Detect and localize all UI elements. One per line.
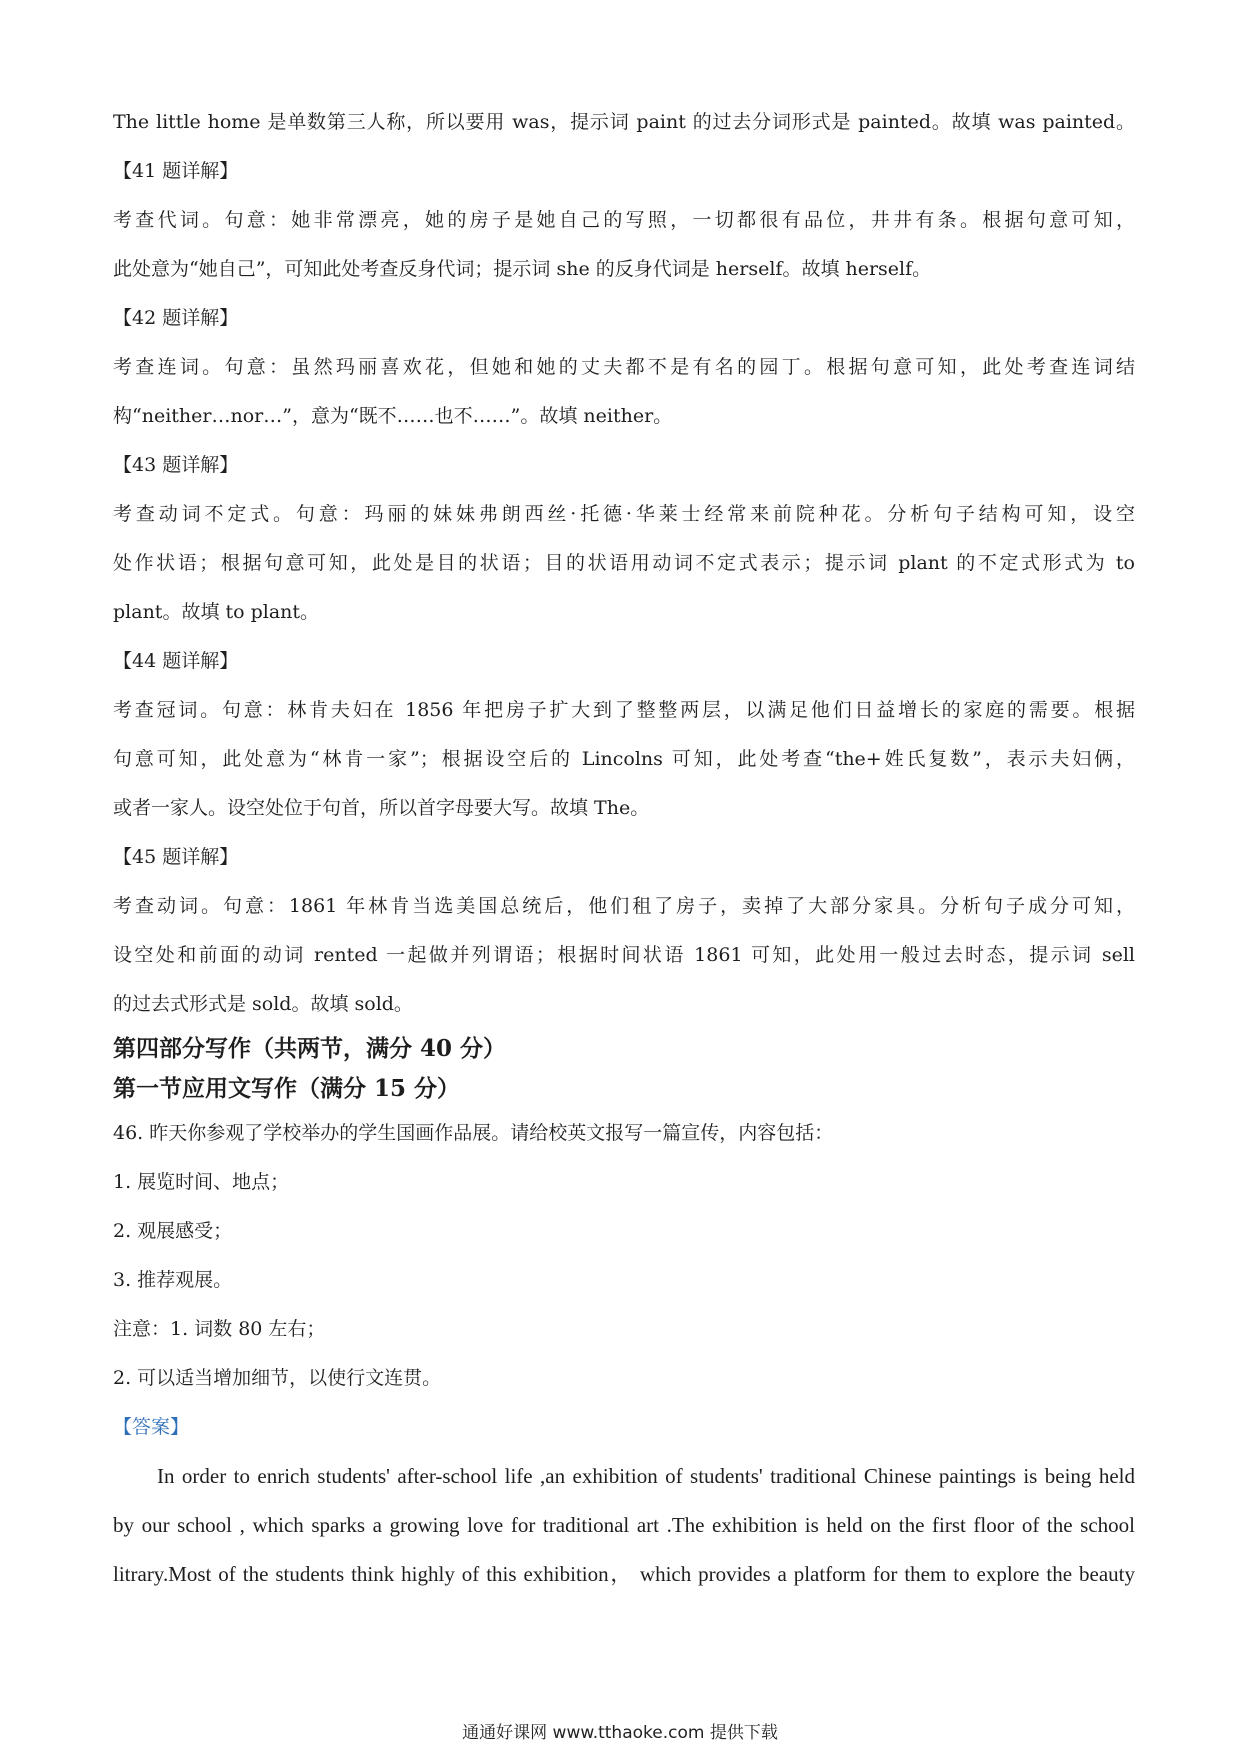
task-item: 2. 观展感受； bbox=[113, 1220, 233, 1242]
task-item: 1. 展览时间、地点； bbox=[113, 1171, 290, 1193]
explanation-line: 考查冠词。句意：林肯夫妇在 1856 年把房子扩大到了整整两层，以满足他们日益增长的家庭的需要。根据 bbox=[113, 699, 1135, 721]
q42-heading: 【42 题详解】 bbox=[113, 307, 239, 329]
explanation-line: 考查连词。句意：虽然玛丽喜欢花，但她和她的丈夫都不是有名的园丁。根据句意可知，此处考查连词结 bbox=[113, 356, 1135, 378]
explanation-line: The little home 是单数第三人称，所以要用 was，提示词 paint 的过去分词形式是 painted。故填 was painted。 bbox=[113, 111, 1135, 133]
explanation-line: 或者一家人。设空处位于句首，所以首字母要大写。故填 The。 bbox=[113, 797, 650, 819]
task-item: 3. 推荐观展。 bbox=[113, 1269, 233, 1291]
page-content bbox=[113, 98, 1135, 1599]
page-footer: 通通好课网 www.tthaoke.com 提供下载 bbox=[462, 1723, 778, 1743]
part4-title: 第四部分写作（共两节，满分 40 分） bbox=[113, 1035, 507, 1062]
explanation-line: 的过去式形式是 sold。故填 sold。 bbox=[113, 993, 413, 1015]
q44-heading: 【44 题详解】 bbox=[113, 650, 239, 672]
explanation-line: 句意可知，此处意为“林肯一家”；根据设空后的 Lincolns 可知，此处考查“the+姓氏复数”，表示夫妇俩， bbox=[113, 748, 1135, 770]
explanation-line: plant。故填 to plant。 bbox=[113, 601, 320, 623]
explanation-line: 处作状语；根据句意可知，此处是目的状语；目的状语用动词不定式表示；提示词 plant 的不定式形式为 to bbox=[113, 552, 1135, 574]
q43-heading: 【43 题详解】 bbox=[113, 454, 239, 476]
explanation-line: 考查代词。句意：她非常漂亮，她的房子是她自己的写照，一切都很有品位，井井有条。根据句意可知， bbox=[113, 209, 1135, 231]
section1-title: 第一节应用文写作（满分 15 分） bbox=[113, 1075, 461, 1102]
explanation-line: 此处意为“她自己”，可知此处考查反身代词；提示词 she 的反身代词是 herself。故填 herself。 bbox=[113, 258, 932, 280]
answer-line: litrary.Most of the students think highly of this exhibition， which provides a platform for them to explore the beauty bbox=[113, 1562, 1135, 1586]
explanation-line: 设空处和前面的动词 rented 一起做并列谓语；根据时间状语 1861 可知，此处用一般过去时态，提示词 sell bbox=[113, 944, 1135, 966]
explanation-line: 构“neither…nor…”，意为“既不……也不……”。故填 neither。 bbox=[113, 405, 673, 427]
q41-heading: 【41 题详解】 bbox=[113, 160, 239, 182]
explanation-line: 考查动词。句意：1861 年林肯当选美国总统后，他们租了房子，卖掉了大部分家具。分析句子成分可知， bbox=[113, 895, 1135, 917]
explanation-line: 考查动词不定式。句意：玛丽的妹妹弗朗西丝·托德·华莱士经常来前院种花。分析句子结构可知，设空 bbox=[113, 503, 1135, 525]
q45-heading: 【45 题详解】 bbox=[113, 846, 239, 868]
answer-label: 【答案】 bbox=[113, 1416, 190, 1438]
answer-line: In order to enrich students' after-school life ,an exhibition of students' traditional Chinese paintings is being held bbox=[157, 1464, 1135, 1488]
answer-line: by our school , which sparks a growing love for traditional art .The exhibition is held on the first floor of the school bbox=[113, 1513, 1135, 1537]
task-prompt: 46. 昨天你参观了学校举办的学生国画作品展。请给校英文报写一篇宣传，内容包括： bbox=[113, 1122, 834, 1144]
task-note: 注意：1. 词数 80 左右； bbox=[113, 1318, 326, 1340]
task-note: 2. 可以适当增加细节，以使行文连贯。 bbox=[113, 1367, 442, 1389]
